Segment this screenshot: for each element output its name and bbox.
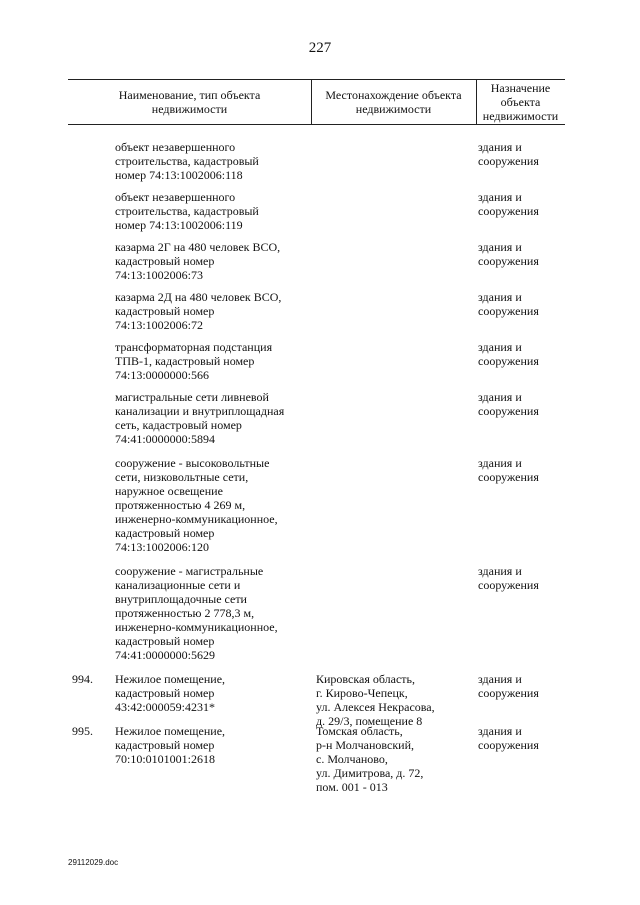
table-row <box>68 340 565 382</box>
object-location: Кировская область, г. Кирово-Чепецк, ул. Алексея Некрасова, д. 29/3, помещение 8 <box>316 672 435 728</box>
object-purpose: здания и сооружения <box>478 290 539 318</box>
object-name: сооружение - магистральные канализационные сети и внутриплощадочные сети протяженностью 2 778,3 м, инженерно-коммуникационное, кадастровый номер 74:41:0000000:5629 <box>115 564 278 662</box>
table-header <box>68 79 565 125</box>
object-purpose: здания и сооружения <box>478 240 539 268</box>
object-purpose: здания и сооружения <box>478 140 539 168</box>
object-name: объект незавершенного строительства, кадастровый номер 74:13:1002006:119 <box>115 190 259 232</box>
object-purpose: здания и сооружения <box>478 190 539 218</box>
table-row <box>68 190 565 232</box>
row-number: 995. <box>72 724 93 738</box>
object-purpose: здания и сооружения <box>478 672 539 700</box>
table-row <box>68 390 565 446</box>
table-row <box>68 456 565 554</box>
table-row <box>68 724 565 794</box>
object-name: магистральные сети ливневой канализации и внутриплощадная сеть, кадастровый номер 74:41:0000000:5894 <box>115 390 285 446</box>
header-name-type: Наименование, тип объекта недвижимости <box>118 88 261 116</box>
table-row <box>68 672 565 728</box>
table-row <box>68 564 565 662</box>
row-number: 994. <box>72 672 93 686</box>
object-purpose: здания и сооружения <box>478 390 539 418</box>
table-row <box>68 240 565 282</box>
page-number: 227 <box>308 40 332 56</box>
document-filename: 29112029.doc <box>68 858 119 867</box>
object-purpose: здания и сооружения <box>478 564 539 592</box>
object-purpose: здания и сооружения <box>478 724 539 752</box>
object-name: объект незавершенного строительства, кадастровый номер 74:13:1002006:118 <box>115 140 259 182</box>
object-name: казарма 2Г на 480 человек ВСО, кадастровый номер 74:13:1002006:73 <box>115 240 281 282</box>
object-purpose: здания и сооружения <box>478 340 539 368</box>
object-name: Нежилое помещение, кадастровый номер 70:10:0101001:2618 <box>115 724 226 766</box>
table-body <box>68 140 565 794</box>
object-name: Нежилое помещение, кадастровый номер 43:42:000059:4231* <box>115 672 226 714</box>
table-row <box>68 140 565 182</box>
header-location: Местонахождение объекта недвижимости <box>325 88 462 116</box>
object-name: сооружение - высоковольтные сети, низковольтные сети, наружное освещение протяженностью 4 269 м, инженерно-коммуникационное, кадастровый номер 74:13:1002006:120 <box>115 456 278 554</box>
object-name: трансформаторная подстанция ТПВ-1, кадастровый номер 74:13:0000000:566 <box>115 340 273 382</box>
object-location: Томская область, р-н Молчановский, с. Молчаново, ул. Димитрова, д. 72, пом. 001 - 013 <box>316 724 424 794</box>
header-purpose: Назначение объекта недвижимости <box>482 81 559 123</box>
object-name: казарма 2Д на 480 человек ВСО, кадастровый номер 74:13:1002006:72 <box>115 290 282 332</box>
object-purpose: здания и сооружения <box>478 456 539 484</box>
table-row <box>68 290 565 332</box>
